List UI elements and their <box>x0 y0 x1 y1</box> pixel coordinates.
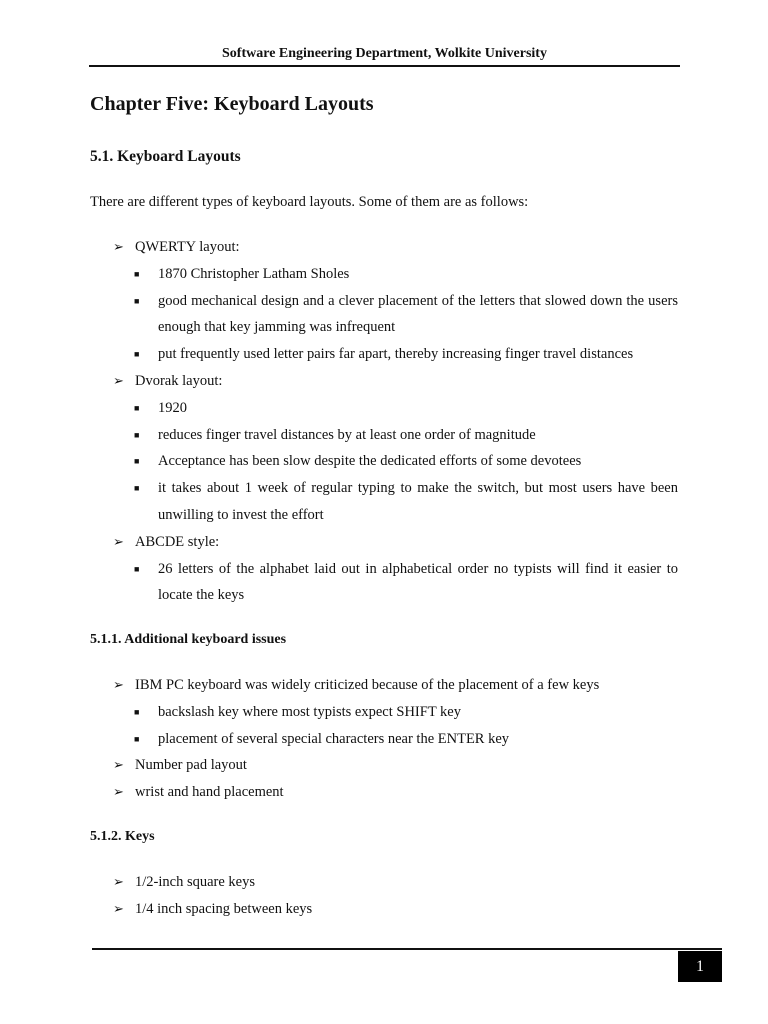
arrow-bullet-icon: ➢ <box>113 533 124 549</box>
sub-list-item-text: reduces finger travel distances by at least one order of magnitude <box>158 426 536 443</box>
list-item <box>0 672 768 699</box>
sub-list-item-text: 1870 Christopher Latham Sholes <box>158 265 350 282</box>
list-item-label: QWERTY layout: <box>135 239 240 255</box>
sub-list-item <box>0 556 768 610</box>
sub-list-item <box>0 726 768 753</box>
sub-list-item <box>0 422 768 449</box>
chapter-title: Chapter Five: Keyboard Layouts <box>90 93 374 115</box>
square-bullet-icon: ■ <box>134 349 140 360</box>
sub-list-item-text: 26 letters of the alphabet laid out in alphabetical order no typists will find it easier to locate the keys <box>158 560 678 604</box>
header-title: Software Engineering Department, Wolkite University <box>222 46 547 61</box>
sub-list-item <box>0 288 768 342</box>
list-item <box>0 368 768 395</box>
subsection-heading: 5.1.1. Additional keyboard issues <box>90 632 287 647</box>
sub-list-item <box>0 341 768 368</box>
square-bullet-icon: ■ <box>134 483 140 494</box>
square-bullet-icon: ■ <box>134 429 140 440</box>
arrow-bullet-icon: ➢ <box>113 677 124 692</box>
sub-list-item-text: put frequently used letter pairs far apart, thereby increasing finger travel distances <box>158 346 634 363</box>
sub-list-item <box>0 395 768 422</box>
list-item <box>0 896 768 923</box>
sub-list-item-text: placement of several special characters near the ENTER key <box>158 730 510 747</box>
square-bullet-icon: ■ <box>134 733 140 744</box>
list-item <box>0 752 768 779</box>
sub-list-item-text: 1920 <box>158 399 187 416</box>
sub-list-item-text: good mechanical design and a clever placement of the letters that slowed down the users enough that key jamming was infrequent <box>158 292 678 336</box>
list-item <box>0 234 768 261</box>
square-bullet-icon: ■ <box>134 563 140 574</box>
subsection-heading: 5.1.2. Keys <box>90 829 155 844</box>
list-item <box>0 529 768 556</box>
arrow-bullet-icon: ➢ <box>113 784 124 800</box>
sub-list-item-text: Acceptance has been slow despite the dedicated efforts of some devotees <box>158 453 582 470</box>
issues-list <box>0 672 768 806</box>
square-bullet-icon: ■ <box>134 706 140 717</box>
arrow-bullet-icon: ➢ <box>113 372 124 388</box>
arrow-bullet-icon: ➢ <box>113 874 124 889</box>
sub-list-item <box>0 699 768 726</box>
square-bullet-icon: ■ <box>134 402 140 413</box>
list-item <box>0 779 768 806</box>
arrow-bullet-icon: ➢ <box>113 757 124 773</box>
sub-list-item-text: backslash key where most typists expect SHIFT key <box>158 703 461 720</box>
list-item-label: Dvorak layout: <box>135 372 223 389</box>
footer-divider <box>92 948 722 950</box>
square-bullet-icon: ■ <box>134 295 140 306</box>
section-heading: 5.1. Keyboard Layouts <box>90 148 241 165</box>
header-divider <box>89 65 680 67</box>
list-item <box>0 869 768 896</box>
list-item-label: 1/2-inch square keys <box>135 874 255 890</box>
square-bullet-icon: ■ <box>134 456 140 467</box>
sub-list-item-text: it takes about 1 week of regular typing to make the switch, but most users have been unwilling to invest the effort <box>158 480 678 523</box>
list-item-label: 1/4 inch spacing between keys <box>135 900 313 917</box>
list-item-label: Number pad layout <box>135 757 247 774</box>
arrow-bullet-icon: ➢ <box>113 900 124 916</box>
list-item-label: wrist and hand placement <box>135 784 284 801</box>
square-bullet-icon: ■ <box>134 268 140 279</box>
keys-list <box>0 869 768 923</box>
list-item-label: IBM PC keyboard was widely criticized because of the placement of a few keys <box>135 677 600 693</box>
sub-list-item <box>0 475 768 529</box>
page-number: 1 <box>678 951 722 982</box>
layouts-list <box>0 234 768 609</box>
sub-list-item <box>0 448 768 475</box>
list-item-label: ABCDE style: <box>135 533 220 550</box>
section-intro: There are different types of keyboard layouts. Some of them are as follows: <box>90 194 529 210</box>
sub-list-item <box>0 261 768 288</box>
arrow-bullet-icon: ➢ <box>113 239 124 254</box>
